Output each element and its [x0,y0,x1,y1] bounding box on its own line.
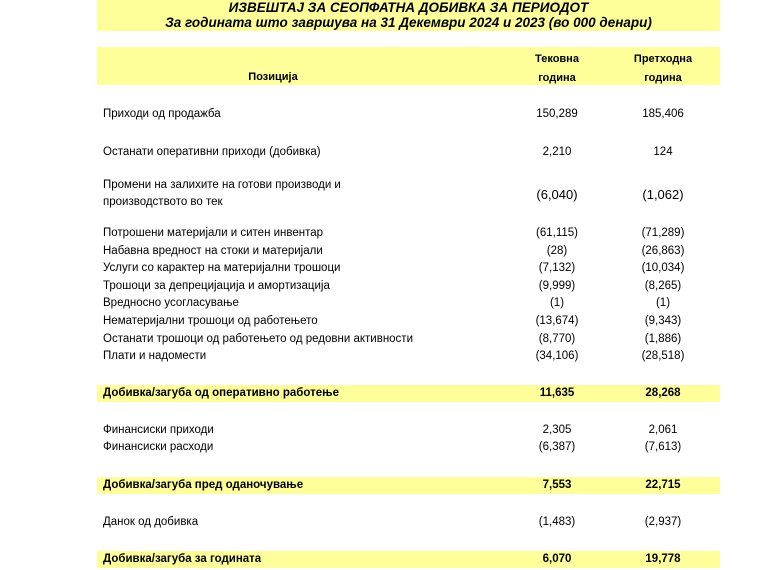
row-other-operating-income [97,144,720,161]
row-label: Финансиски расходи [103,441,214,453]
row-current: (7,132) [538,262,576,274]
row-current: (9,999) [538,280,576,292]
row-label-line2: производството во тек [103,196,223,208]
row-current: 7,553 [542,479,572,491]
row-previous: (28,518) [641,350,685,362]
row-income-tax [97,514,720,531]
row-previous: (26,863) [641,245,685,257]
row-label: Услуги со карактер на материјални трошоци [103,262,341,274]
row-previous: (1,062) [642,187,684,202]
row-label: Данок од добивка [103,516,199,528]
table-header [97,47,720,85]
row-materials-used [97,225,720,242]
header-current-line1: Тековна [535,53,579,65]
row-other-operating-costs [97,331,720,348]
header-current-line2: година [538,72,576,84]
row-sales-revenue [97,106,720,123]
row-label: Приходи од продажба [103,108,221,120]
row-previous: (9,343) [644,315,682,327]
row-label: Финансиски приходи [103,424,214,436]
row-previous: (2,937) [644,516,682,528]
row-previous: 185,406 [642,108,684,120]
row-previous: (1) [655,297,671,309]
header-previous-line2: година [644,72,682,84]
row-current: (6,040) [536,187,578,202]
row-label: Набавна вредност на стоки и материјали [103,245,323,257]
row-current: 150,289 [536,108,578,120]
row-current: 2,210 [542,146,572,158]
row-previous: 2,061 [648,424,678,436]
row-financial-income [97,422,720,439]
row-current: (6,387) [538,441,576,453]
row-value-adjustment [97,295,720,312]
header-previous-year [615,50,711,88]
row-label: Трошоци за депрецијација и амортизација [103,280,330,292]
row-profit-for-year [97,551,720,568]
row-label: Плати и надомести [103,350,207,362]
row-previous: 19,778 [645,553,681,565]
row-previous: (1,886) [644,333,682,345]
row-label: Добивка/загуба од оперативно работење [103,387,339,399]
row-label: Нематеријални трошоци од работењето [103,315,318,327]
row-current: (61,115) [536,227,578,239]
header-current-year [509,50,605,88]
header-previous-line1: Претходна [633,53,693,65]
row-operating-profit [97,385,720,402]
row-previous: (8,265) [644,280,682,292]
row-current: 11,635 [539,387,575,399]
row-label: Останати трошоци од работењето од редовни активности [103,333,414,345]
row-current: (34,106) [535,350,579,362]
row-label: Останати оперативни приходи (добивка) [103,146,321,158]
row-label-line1: Промени на залихите на готови производи и [103,179,341,191]
row-current: (13,674) [535,315,579,327]
row-previous: (7,613) [644,441,682,453]
row-financial-expenses [97,439,720,456]
report-title-band [97,0,720,31]
row-label: Вредносно усогласување [103,297,239,309]
report-subtitle: За годината што завршува на 31 Декември 2024 и 2023 (во 000 денари) [165,15,652,30]
row-label: Потрошени материјали и ситен инвентар [103,227,324,239]
row-cost-of-goods [97,243,720,260]
row-current: (28) [546,245,568,257]
row-salaries [97,348,720,365]
row-profit-before-tax [97,477,720,494]
report-title: ИЗВЕШТАЈ ЗА СЕОПФАТНА ДОБИВКА ЗА ПЕРИОДОТ [228,0,589,15]
row-current: (1) [549,297,565,309]
row-label [103,177,341,211]
row-label: Добивка/загуба за годината [103,553,262,565]
row-previous: (71,289) [641,227,685,239]
row-inventory-changes [97,177,720,211]
row-label: Добивка/загуба пред оданочување [103,479,304,491]
header-position: Позиција [248,71,298,83]
row-current: (1,483) [538,516,576,528]
row-depreciation [97,278,720,295]
row-current: 2,305 [542,424,572,436]
row-current: (8,770) [538,333,576,345]
row-previous: 22,715 [645,479,681,491]
row-material-services [97,260,720,277]
row-previous: 124 [653,146,673,158]
row-previous: (10,034) [641,262,685,274]
row-current: 6,070 [542,553,572,565]
row-previous: 28,268 [645,387,681,399]
row-intangible-costs [97,313,720,330]
